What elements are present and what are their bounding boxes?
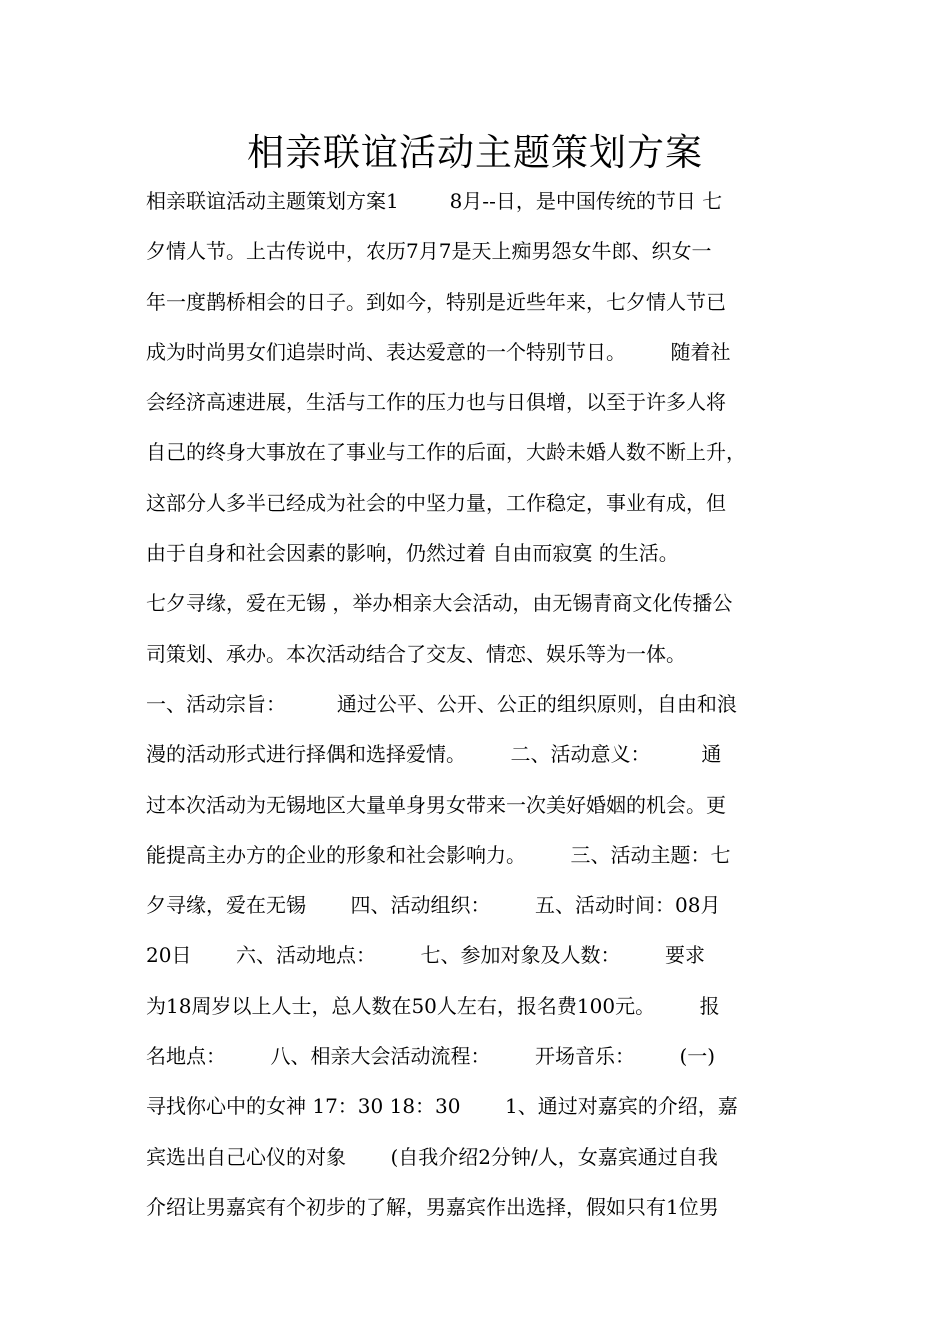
body-line: 为18周岁以上人士，总人数在50人左右，报名费100元。 报 xyxy=(146,993,720,1018)
body-line: 20日 六、活动地点： 七、参加对象及人数： 要求 xyxy=(146,943,705,968)
body-line: 夕寻缘，爱在无锡 四、活动组织： 五、活动时间：08月 xyxy=(146,893,721,918)
body-line: 介绍让男嘉宾有个初步的了解，男嘉宾作出选择，假如只有1位男 xyxy=(146,1194,719,1219)
body-line: 相亲联谊活动主题策划方案1 8月--日，是中国传统的节日 七 xyxy=(146,189,723,213)
body-line: 过本次活动为无锡地区大量单身男女带来一次美好婚姻的机会。更 xyxy=(146,792,726,817)
body-line: 司策划、承办。本次活动结合了交友、情恋、娱乐等为一体。 xyxy=(146,641,686,666)
document-title: 相亲联谊活动主题策划方案 xyxy=(247,131,703,174)
body-line: 会经济高速进展，生活与工作的压力也与日俱增，以至于许多人将 xyxy=(146,390,726,415)
body-line: 由于自身和社会因素的影响，仍然过着 自由而寂寞 的生活。 xyxy=(146,541,679,566)
body-line: 七夕寻缘，爱在无锡 ，举办相亲大会活动，由无锡青商文化传播公 xyxy=(146,591,733,616)
body-line: 一、活动宗旨： 通过公平、公开、公正的组织原则，自由和浪 xyxy=(146,691,737,716)
body-line: 能提高主办方的企业的形象和社会影响力。 三、活动主题：七 xyxy=(146,842,731,867)
body-line: 成为时尚男女们追崇时尚、表达爱意的一个特别节日。 随着社 xyxy=(146,339,731,364)
body-line: 这部分人多半已经成为社会的中坚力量，工作稳定，事业有成，但 xyxy=(146,490,726,515)
document-body xyxy=(146,182,810,1238)
body-line: 年一度鹊桥相会的日子。到如今，特别是近些年来，七夕情人节已 xyxy=(146,289,726,314)
body-line: 宾选出自己心仪的对象 (自我介绍2分钟/人，女嘉宾通过自我 xyxy=(146,1144,718,1169)
body-line: 自己的终身大事放在了事业与工作的后面，大龄未婚人数不断上升， xyxy=(146,440,746,465)
body-line: 夕情人节。上古传说中，农历7月7是天上痴男怨女牛郎、织女一 xyxy=(146,239,712,264)
body-line: 名地点： 八、相亲大会活动流程： 开场音乐： (一) xyxy=(146,1044,716,1069)
body-line: 寻找你心中的女神 17：30 18：30 1、通过对嘉宾的介绍，嘉 xyxy=(146,1094,738,1119)
body-line: 漫的活动形式进行择偶和选择爱情。 二、活动意义： 通 xyxy=(146,742,722,767)
